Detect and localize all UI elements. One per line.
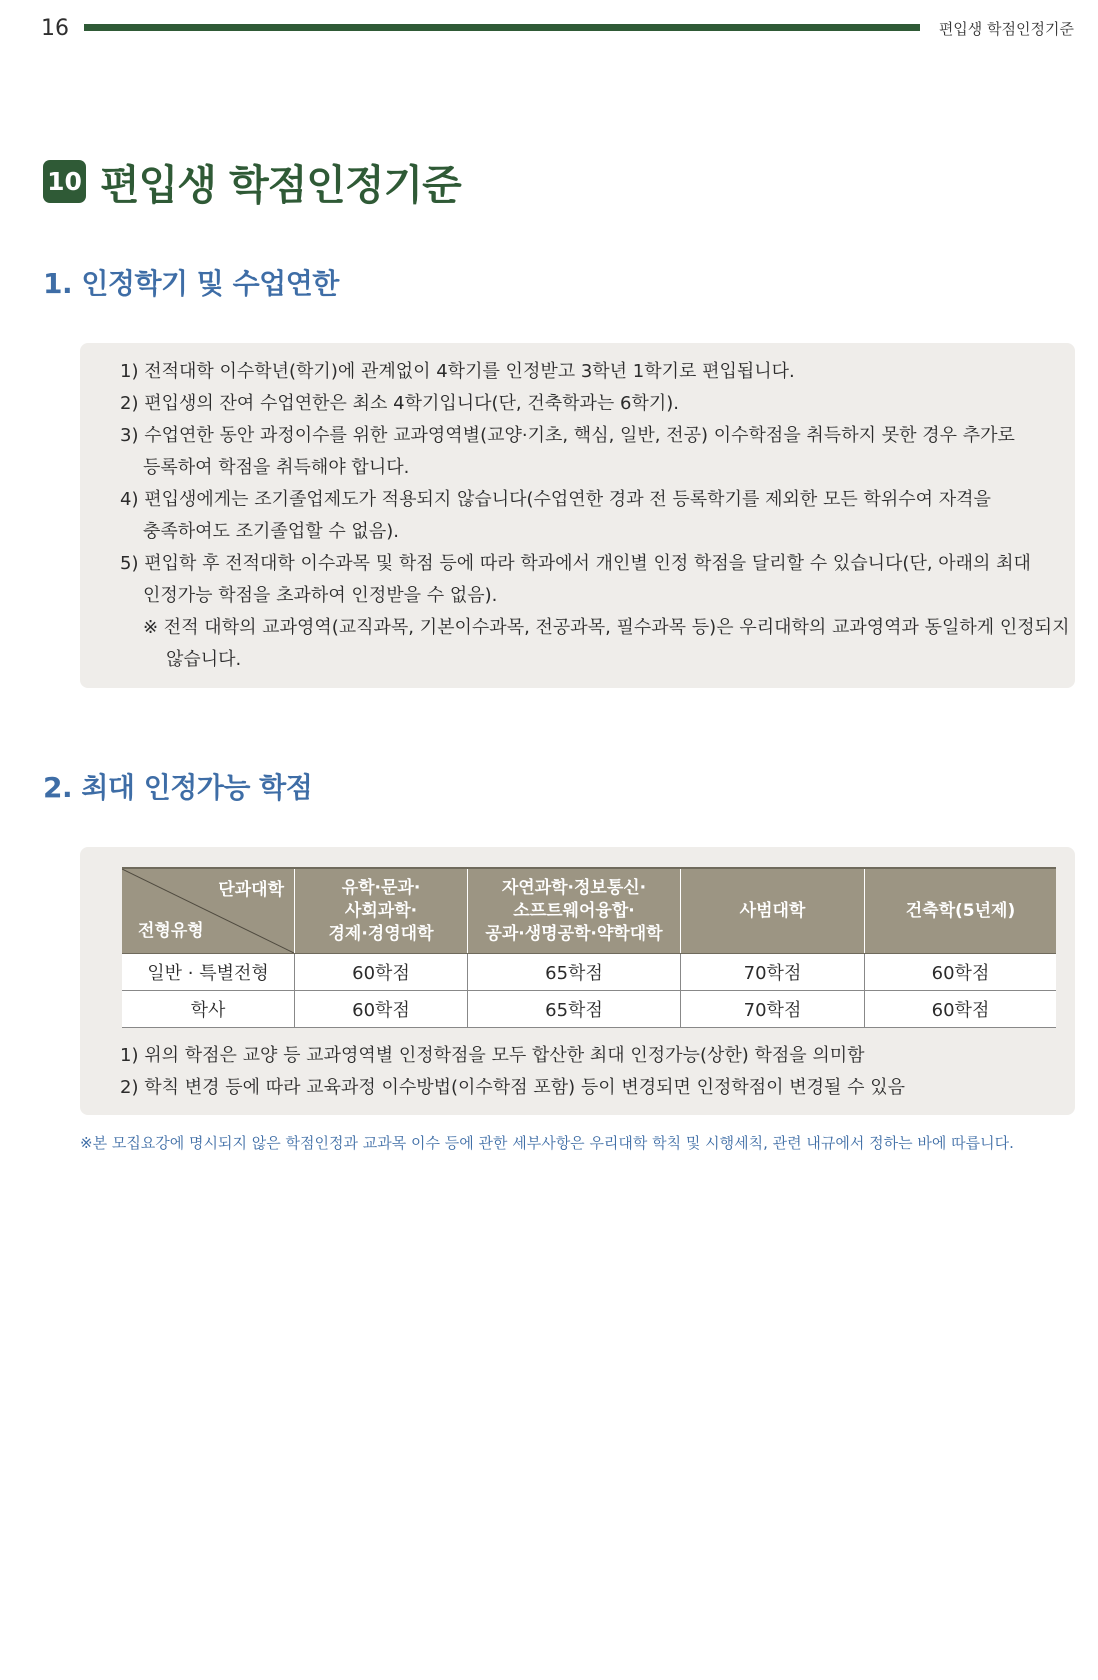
footnote: ※본 모집요강에 명시되지 않은 학점인정과 교과목 이수 등에 관한 세부사항은 우리대학 학칙 및 시행세칙, 관련 내규에서 정하는 바에 따릅니다. (80, 1134, 1014, 1152)
table-note-1: 1) 위의 학점은 교양 등 교과영역별 인정학점을 모두 합산한 최대 인정가능(상한) 학점을 의미함 (120, 1045, 865, 1066)
column-header-line: 경제·경영대학 (328, 923, 434, 944)
info-note: ※ 전적 대학의 교과영역(교직과목, 기본이수과목, 전공과목, 필수과목 등)은 우리대학의 교과영역과 동일하게 인정되지 않습니다. (143, 617, 1070, 670)
page-number: 16 (41, 16, 69, 41)
info-item-5-cont: 인정가능 학점을 초과하여 인정받을 수 없음). (143, 585, 498, 606)
info-item-3: 3) 수업연한 동안 과정이수를 위한 교과영역별(교양·기초, 핵심, 일반, 전공) 이수학점을 취득하지 못한 경우 추가로 (120, 425, 1015, 446)
subsection-title-semesters: 1. 인정학기 및 수업연한 (43, 267, 339, 300)
column-header-science (468, 868, 681, 954)
info-item-4-cont: 충족하여도 조기졸업할 수 없음). (143, 521, 399, 542)
table-header-row (122, 868, 1056, 954)
corner-label-college: 단과대학 (218, 880, 284, 900)
column-header-line: 공과·생명공학·약학대학 (485, 923, 663, 944)
table-cell: 60학점 (865, 991, 1057, 1028)
max-credits-table (122, 867, 1056, 1028)
table-cell: 65학점 (468, 991, 681, 1028)
table-cell: 60학점 (865, 954, 1057, 991)
column-header-line: 사범대학 (739, 900, 806, 921)
row-label: 학사 (122, 991, 295, 1028)
table-row (122, 954, 1056, 991)
info-item-3-cont: 등록하여 학점을 취득해야 합니다. (143, 457, 410, 478)
column-header-line: 자연과학·정보통신· (501, 877, 647, 898)
subsection-title-max-credits: 2. 최대 인정가능 학점 (43, 771, 313, 804)
credits-info-box (80, 847, 1075, 1115)
column-header-line: 소프트웨어융합· (513, 900, 635, 921)
column-header-line: 사회과학· (344, 900, 418, 921)
header-divider-bar (84, 24, 920, 31)
section-title: 편입생 학점인정기준 (100, 161, 461, 209)
column-header-humanities (295, 868, 468, 954)
column-header-education (681, 868, 865, 954)
column-header-line: 유학·문과· (341, 877, 421, 898)
section-heading (43, 152, 461, 211)
corner-label-admission-type: 전형유형 (138, 921, 204, 941)
row-label: 일반 · 특별전형 (122, 954, 295, 991)
table-note-2: 2) 학칙 변경 등에 따라 교육과정 이수방법(이수학점 포함) 등이 변경되면 인정학점이 변경될 수 있음 (120, 1077, 906, 1098)
info-item-5: 5) 편입학 후 전적대학 이수과목 및 학점 등에 따라 학과에서 개인별 인정 학점을 달리할 수 있습니다(단, 아래의 최대 (120, 553, 1031, 574)
table-cell: 60학점 (295, 954, 468, 991)
column-header-architecture (865, 868, 1057, 954)
table-row (122, 991, 1056, 1028)
table-corner-cell (122, 868, 295, 954)
info-item-4: 4) 편입생에게는 조기졸업제도가 적용되지 않습니다(수업연한 경과 전 등록학기를 제외한 모든 학위수여 자격을 (120, 489, 991, 510)
table-cell: 65학점 (468, 954, 681, 991)
column-header-line: 건축학(5년제) (905, 900, 1016, 921)
running-header-title: 편입생 학점인정기준 (938, 20, 1074, 38)
table-cell: 70학점 (681, 991, 865, 1028)
semesters-info-box (80, 343, 1075, 688)
info-item-1: 1) 전적대학 이수학년(학기)에 관계없이 4학기를 인정받고 3학년 1학기로 편입됩니다. (120, 361, 795, 382)
table-cell: 60학점 (295, 991, 468, 1028)
section-number-badge: 10 (43, 160, 86, 203)
table-cell: 70학점 (681, 954, 865, 991)
info-item-2: 2) 편입생의 잔여 수업연한은 최소 4학기입니다(단, 건축학과는 6학기). (120, 393, 680, 414)
